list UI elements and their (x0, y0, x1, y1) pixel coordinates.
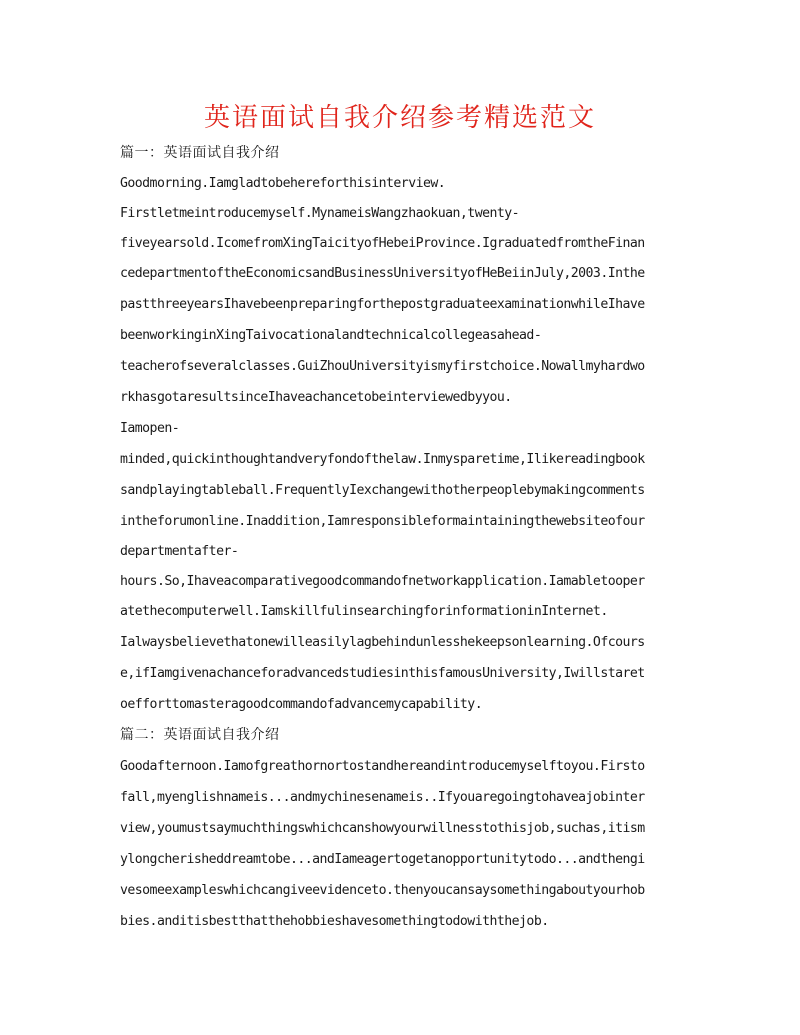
section-1-line-10: minded,quickinthoughtandveryfondofthelaw.Inmysparetime,Ilikereadingbook (120, 452, 645, 467)
section-2-line-4: ylongcherisheddreamtobe...andIameagertogetanopportunitytodo...andthengi (120, 852, 645, 867)
section-1-line-1: Goodmorning.Iamgladtobehereforthisinterview. (120, 176, 446, 191)
section-2-heading: 篇二：英语面试自我介绍 (120, 727, 280, 743)
section-2-line-1: Goodafternoon.Iamofgreathornortostandhereandintroducemyselftoyou.Firsto (120, 759, 645, 774)
section-1-line-6: beenworkinginXingTaivocationalandtechnicalcollegeasahead- (120, 328, 542, 343)
section-1-line-7: teacherofseveralclasses.GuiZhouUniversityismyfirstchoice.Nowallmyhardwo (120, 359, 645, 374)
section-2-line-5: vesomeexampleswhichcangiveevidenceto.thenyoucansaysomethingaboutyourhob (120, 883, 645, 898)
section-1-heading: 篇一：英语面试自我介绍 (120, 145, 280, 161)
document-title: 英语面试自我介绍参考精选范文 (203, 103, 596, 133)
section-1-line-12: intheforumonline.Inaddition,Iamresponsibleformaintainingthewebsiteofour (120, 514, 645, 529)
section-2-line-2: fall,myenglishnameis...andmychinesenameis..Ifyouaregoingtohaveajobinter (120, 790, 645, 805)
section-1-line-16: Ialwaysbelievethatonewilleasilylagbehindunlesshekeepsonlearning.Ofcours (120, 635, 645, 650)
section-1-line-14: hours.So,Ihaveacomparativegoodcommandofnetworkapplication.Iamabletooper (120, 574, 645, 589)
section-1-line-18: oefforttomasteragoodcommandofadvancemycapability. (120, 697, 483, 712)
section-2-line-3: view,youmustsaymuchthingswhichcanshowyourwillnesstothisjob,suchas,itism (120, 821, 645, 836)
section-1-line-5: pastthreeyearsIhavebeenpreparingforthepostgraduateexaminationwhileIhave (120, 297, 645, 312)
section-1-line-3: fiveyearsold.IcomefromXingTaicityofHebeiProvince.IgraduatedfromtheFinan (120, 236, 645, 251)
section-2-line-6: bies.anditisbestthatthehobbieshavesomethingtodowiththejob. (120, 914, 549, 929)
section-1-line-11: sandplayingtableball.FrequentlyIexchangewithotherpeoplebymakingcomments (120, 483, 645, 498)
section-1-line-15: atethecomputerwell.IamskillfulinsearchingforinformationinInternet. (120, 604, 608, 619)
section-1-line-17: e,ifIamgivenachanceforadvancedstudiesinthisfamousUniversity,Iwillstaret (120, 666, 645, 681)
section-1-line-9: Iamopen- (120, 421, 180, 436)
section-1-line-8: rkhasgotaresultsinceIhaveachancetobeinterviewedbyyou. (120, 390, 512, 405)
section-1-line-2: Firstletmeintroducemyself.MynameisWangzhaokuan,twenty- (120, 206, 520, 221)
section-1-line-4: cedepartmentoftheEconomicsandBusinessUniversityofHeBeiinJuly,2003.Inthe (120, 266, 645, 281)
section-1-line-13: departmentafter- (120, 544, 239, 559)
